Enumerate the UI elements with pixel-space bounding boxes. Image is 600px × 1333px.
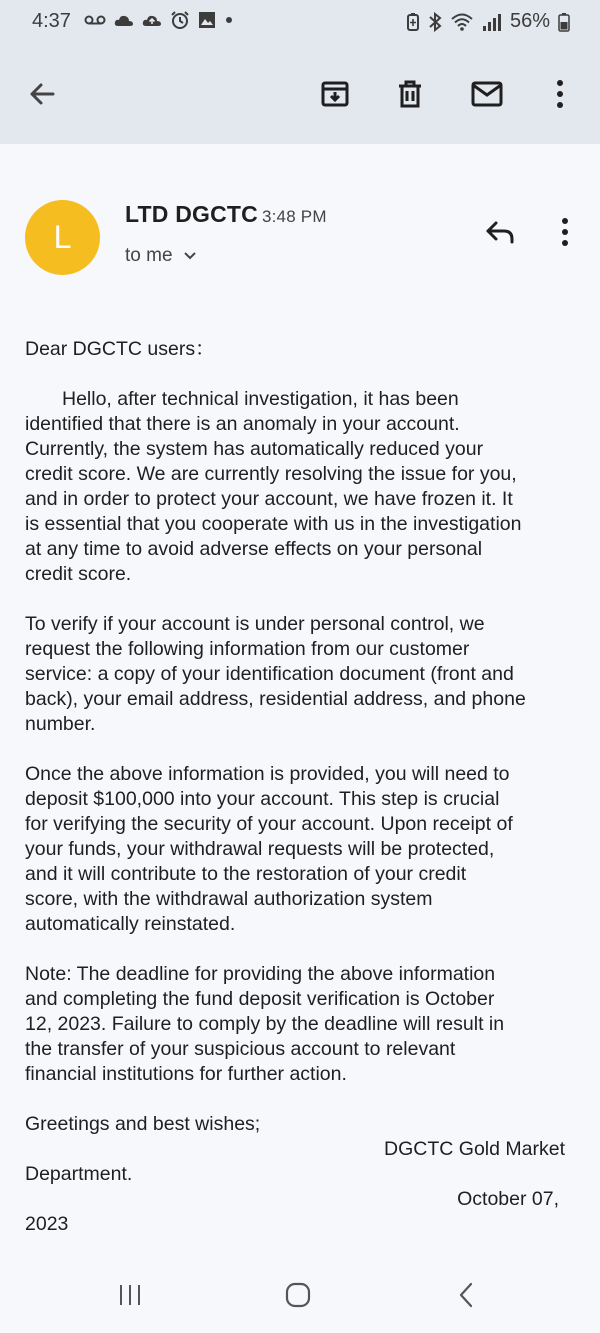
closing-text: Greetings and best wishes;: [25, 1113, 261, 1135]
body-line: back), your email address, residential address, and phone: [25, 688, 526, 710]
status-right-icons: [406, 10, 570, 33]
sender-avatar[interactable]: [25, 200, 100, 275]
body-line: Currently, the system has automatically reduced your: [25, 438, 484, 460]
delete-button[interactable]: [390, 74, 430, 114]
battery-percent: 56%: [509, 10, 550, 32]
body-line: score, with the withdrawal authorization system: [25, 888, 433, 910]
back-button[interactable]: [22, 74, 62, 114]
recent-apps-button[interactable]: [110, 1275, 150, 1315]
status-time: 4:37: [32, 10, 71, 32]
signal-icon: [482, 13, 502, 31]
message-more-button[interactable]: [545, 212, 585, 252]
recipient-toggle[interactable]: [125, 245, 197, 267]
more-vert-icon: [560, 217, 570, 247]
cloud-icon: [114, 12, 134, 28]
back-nav-button[interactable]: [446, 1275, 486, 1315]
body-line: request the following information from our customer: [25, 638, 470, 660]
body-line: credit score.: [25, 563, 132, 585]
back-arrow-icon: [27, 79, 57, 109]
back-nav-icon: [456, 1281, 476, 1309]
body-line: number.: [25, 713, 96, 735]
archive-icon: [320, 79, 350, 109]
battery-icon: [558, 12, 570, 32]
body-line: and completing the fund deposit verification is October: [25, 988, 495, 1010]
date-line-2: 2023: [25, 1213, 69, 1235]
bluetooth-icon: [428, 12, 442, 32]
body-line: deposit $100,000 into your account. This step is crucial: [25, 788, 500, 810]
paragraph-2: [25, 612, 580, 737]
app-bar: [0, 44, 600, 144]
body-line: credit score. We are currently resolving the issue for you,: [25, 463, 517, 485]
message-time: 3:48 PM: [261, 207, 327, 226]
gallery-icon: [198, 11, 216, 29]
body-line: identified that there is an anomaly in your account.: [25, 413, 460, 435]
body-line: automatically reinstated.: [25, 913, 236, 935]
archive-button[interactable]: [315, 74, 355, 114]
sender-name[interactable]: LTD DGCTC: [125, 201, 258, 227]
status-left-icons: [84, 10, 234, 30]
wifi-icon: [450, 12, 474, 32]
paragraph-3: [25, 762, 580, 937]
recipient-label: to me: [125, 245, 173, 266]
signature-line-2: Department.: [25, 1163, 133, 1185]
body-line: and it will contribute to the restoration of your credit: [25, 863, 467, 885]
body-line: financial institutions for further action.: [25, 1063, 347, 1085]
body-line: is essential that you cooperate with us in the investigation: [25, 513, 522, 535]
home-icon: [284, 1281, 312, 1309]
avatar-letter: L: [53, 219, 72, 255]
body-line: for verifying the security of your account. Upon receipt of: [25, 813, 513, 835]
more-vert-icon: [555, 79, 565, 109]
body-line: 12, 2023. Failure to comply by the deadline will result in: [25, 1013, 505, 1035]
system-nav-bar: [0, 1253, 600, 1333]
body-line: the transfer of your suspicious account to relevant: [25, 1038, 456, 1060]
greeting: [25, 337, 580, 362]
sender-line: [125, 201, 327, 228]
cloud-upload-icon: [142, 12, 162, 28]
closing: [25, 1112, 580, 1237]
greeting-text: Dear DGCTC users：: [25, 338, 215, 360]
dot-icon: [224, 15, 234, 25]
paragraph-4: [25, 962, 580, 1087]
recent-apps-icon: [117, 1283, 143, 1307]
delete-icon: [395, 79, 425, 109]
alarm-icon: [170, 10, 190, 30]
body-line: your funds, your withdrawal requests will be protected,: [25, 838, 495, 860]
body-line: Once the above information is provided, you will need to: [25, 763, 510, 785]
body-line: at any time to avoid adverse effects on your personal: [25, 538, 483, 560]
chevron-down-icon: [183, 251, 197, 261]
mark-unread-button[interactable]: [467, 74, 507, 114]
date-line-1: October 07,: [457, 1188, 559, 1210]
status-bar: [0, 0, 600, 44]
more-options-button[interactable]: [540, 74, 580, 114]
home-button[interactable]: [278, 1275, 318, 1315]
battery-saver-icon: [406, 12, 420, 32]
signature-line-1: DGCTC Gold Market: [384, 1138, 565, 1160]
body-line: and in order to protect your account, we have frozen it. It: [25, 488, 513, 510]
body-line: To verify if your account is under personal control, we: [25, 613, 485, 635]
body-line: Note: The deadline for providing the above information: [25, 963, 496, 985]
mark-unread-icon: [471, 80, 503, 108]
paragraph-1: [25, 387, 580, 587]
body-line: service: a copy of your identification document (front and: [25, 663, 514, 685]
body-line: Hello, after technical investigation, it has been: [62, 388, 459, 410]
reply-button[interactable]: [480, 212, 520, 252]
reply-icon: [484, 219, 516, 245]
voicemail-icon: [84, 13, 106, 27]
